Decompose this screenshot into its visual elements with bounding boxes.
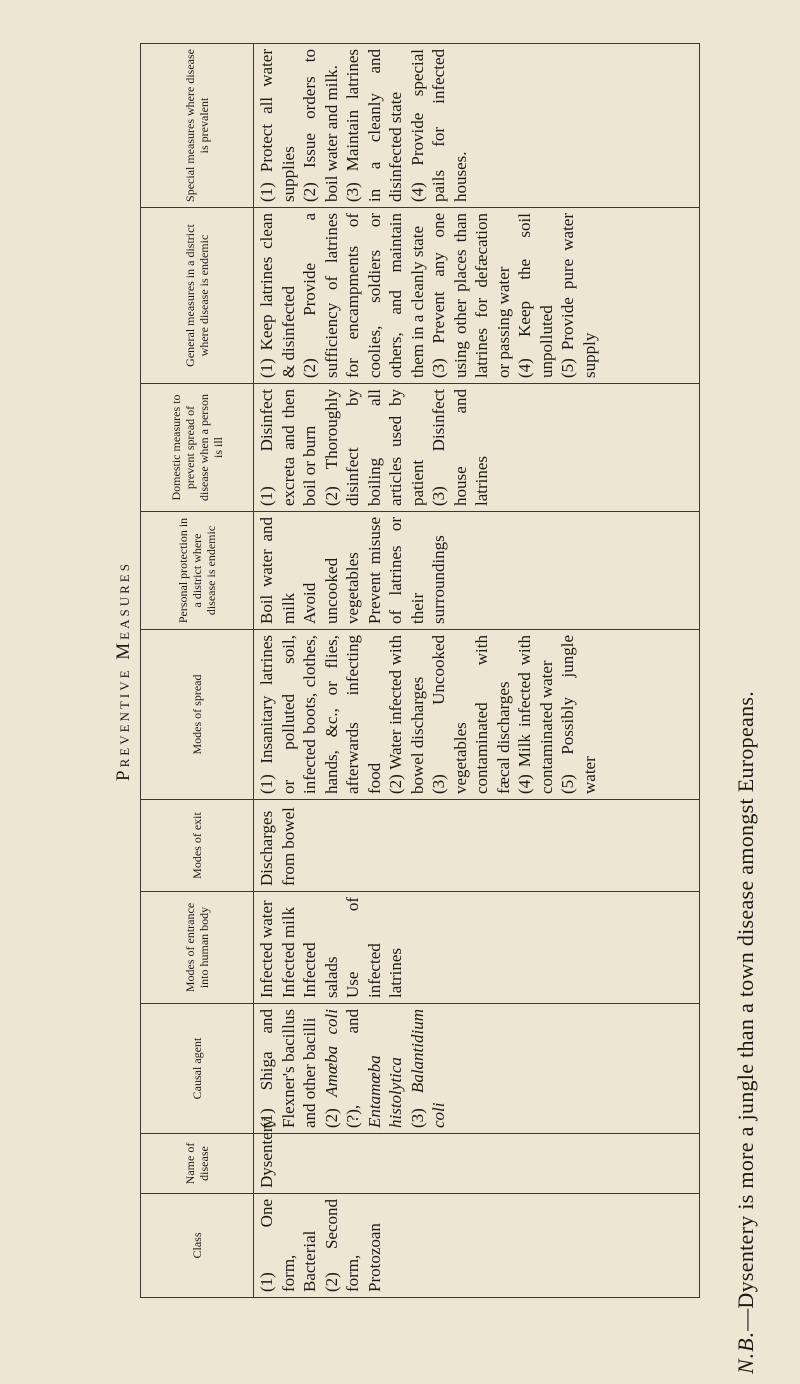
footnote-text: —Dysentery is more a jungle than a town disease amongst Europeans. (733, 690, 758, 1331)
preventive-measures-table-block (108, 44, 706, 1298)
special-line: (4) Provide special pails for infected houses. (407, 49, 470, 202)
domestic-line: (2) Thoroughly disinfect by boiling all articles used by patient (321, 389, 427, 506)
general-line: (3) Prevent any one using other places than latrines for defæcation or passing water (429, 213, 513, 378)
header-general: General measures in a district where disease is endemic (141, 208, 254, 384)
spread-line: (4) Milk infected with contaminated water (515, 635, 556, 794)
spread-line: (2) Water infected with bowel discharges (386, 635, 427, 794)
domestic-line: (3) Disinfect house and latrines (429, 389, 491, 506)
cell-exit (254, 800, 700, 892)
header-domestic: Domestic measures to prevent spread of disease when a person is ill (141, 384, 254, 512)
header-row (141, 44, 254, 1298)
special-line: (3) Maintain latrines in a cleanly and disinfected state (343, 49, 405, 202)
header-name: Name of disease (141, 1134, 254, 1194)
cell-name (254, 1118, 700, 1194)
causal-line: (3) Balantidium coli (407, 1009, 448, 1128)
special-line: (2) Issue orders to boil water and milk. (300, 49, 341, 202)
class-line: (1) One form, Bacterial (257, 1199, 319, 1292)
footnote (733, 691, 759, 1374)
header-causal-agent: Causal agent (141, 1004, 254, 1134)
general-line: (5) Provide pure water supply (558, 213, 599, 378)
personal-line: Prevent misuse of latrines or their surroundings (364, 517, 448, 624)
header-special: Special measures where disease is prevalent (141, 44, 254, 208)
disease-table (140, 43, 700, 1298)
exit-text: Discharges from bowel (257, 807, 298, 886)
cell-domestic (254, 384, 700, 512)
general-line: (4) Keep the soil unpolluted (515, 213, 556, 378)
banner-preventive-measures: Preventive Measures (113, 561, 134, 781)
table-row (254, 44, 700, 1298)
spread-line: (5) Possibly jungle water (558, 635, 599, 794)
personal-line: Boil water and milk (257, 517, 298, 624)
cell-causal-agent (254, 1004, 700, 1134)
cell-spread (254, 630, 700, 800)
header-personal: Personal protection in a district where disease is endemic (141, 512, 254, 630)
header-entrance: Modes of entrance into human body (141, 892, 254, 1004)
cell-personal (254, 512, 700, 630)
cell-class (254, 1194, 700, 1298)
general-line: (2) Provide a sufficiency of latrines for encampments of coolies, soldiers or others, and maintain them in a cleanly state (300, 213, 427, 378)
cell-general (254, 208, 700, 384)
entrance-line: Infected salads (300, 942, 341, 998)
cell-entrance (254, 892, 700, 1004)
header-exit: Modes of exit (141, 800, 254, 892)
spread-line: (3) Uncooked vegetables contaminated with fæcal discharges (429, 635, 513, 794)
header-class: Class (141, 1194, 254, 1298)
causal-line: (2) Amœba coli (?), and Entamœba histolytica (321, 1009, 405, 1128)
disease-name: Dysentery (257, 1118, 276, 1188)
entrance-line: Infected milk (278, 906, 298, 998)
footnote-prefix: N.B. (733, 1330, 758, 1374)
entrance-line: Use of infected latrines (343, 897, 405, 998)
entrance-line: Infected water (257, 900, 276, 998)
special-line: (1) Protect all water supplies (257, 49, 298, 202)
causal-line: (1) Shiga and Flexner's bacillus and other bacilli (257, 1009, 319, 1128)
general-line: (1) Keep latrines clean & disinfected (257, 213, 298, 378)
cell-special (254, 44, 700, 208)
spread-line: (1) Insanitary latrines or polluted soil, infected boots, clothes, hands, &c., or flies, afterwards infecting food (257, 635, 384, 794)
personal-line: Avoid uncooked vegetables (300, 552, 362, 624)
header-spread: Modes of spread (141, 630, 254, 800)
domestic-line: (1) Disinfect excreta and then boil or burn (257, 389, 319, 506)
class-line: (2) Second form, Protozoan (321, 1199, 384, 1292)
